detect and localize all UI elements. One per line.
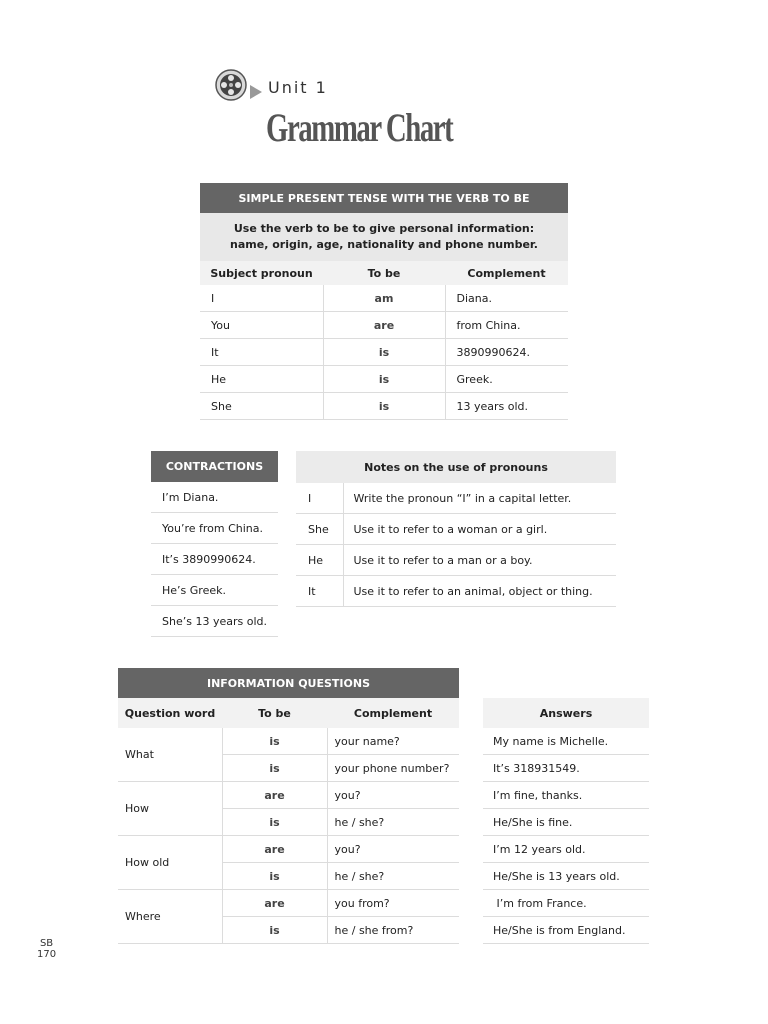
verb-cell: is	[222, 863, 327, 890]
column-header: Subject pronoun	[200, 261, 323, 285]
note-cell: Use it to refer to a woman or a girl.	[343, 514, 616, 545]
contraction-item: He’s Greek.	[151, 575, 278, 606]
to-be-table-description: Use the verb to be to give personal information: name, origin, age, nationality and phone number.	[200, 213, 568, 261]
pronoun-cell: She	[296, 514, 343, 545]
verb-cell: are	[222, 836, 327, 863]
column-header: Complement	[327, 698, 459, 728]
verb-cell: am	[323, 285, 445, 312]
verb-cell: is	[222, 809, 327, 836]
complement-cell: Greek.	[445, 366, 568, 393]
answer-item: I’m from France.	[483, 890, 649, 917]
column-header: To be	[222, 698, 327, 728]
complement-cell: he / she?	[327, 809, 459, 836]
to-be-table	[200, 183, 568, 420]
contraction-item: It’s 3890990624.	[151, 544, 278, 575]
table-row	[200, 366, 568, 393]
pronoun-notes-table	[296, 451, 616, 607]
subject-cell: It	[200, 339, 323, 366]
table-row	[200, 339, 568, 366]
to-be-table-title: SIMPLE PRESENT TENSE WITH THE VERB TO BE	[200, 183, 568, 213]
answer-item: My name is Michelle.	[483, 728, 649, 755]
subject-cell: You	[200, 312, 323, 339]
complement-cell: your name?	[327, 728, 459, 755]
complement-cell: he / she?	[327, 863, 459, 890]
note-cell: Write the pronoun “I” in a capital letter.	[343, 483, 616, 514]
pronoun-cell: He	[296, 545, 343, 576]
page-number-value: 170	[37, 949, 57, 960]
answer-item: He/She is from England.	[483, 917, 649, 944]
page-number-prefix: SB	[39, 938, 54, 949]
column-header: Question word	[118, 698, 222, 728]
complement-cell: your phone number?	[327, 755, 459, 782]
verb-cell: is	[222, 755, 327, 782]
table-row	[296, 545, 616, 576]
answers-header: Answers	[483, 698, 649, 728]
complement-cell: you?	[327, 836, 459, 863]
question-word-cell: How	[118, 782, 222, 836]
complement-cell: 13 years old.	[445, 393, 568, 420]
table-row	[296, 576, 616, 607]
complement-cell: from China.	[445, 312, 568, 339]
verb-cell: are	[323, 312, 445, 339]
verb-cell: is	[222, 728, 327, 755]
page-number	[37, 938, 56, 960]
column-header: Complement	[445, 261, 568, 285]
subject-cell: He	[200, 366, 323, 393]
pronoun-cell: I	[296, 483, 343, 514]
answer-item: He/She is 13 years old.	[483, 863, 649, 890]
verb-cell: is	[222, 917, 327, 944]
table-row	[118, 728, 459, 755]
information-questions-table	[118, 668, 459, 944]
question-word-cell: How old	[118, 836, 222, 890]
answer-item: I’m 12 years old.	[483, 836, 649, 863]
pronoun-cell: It	[296, 576, 343, 607]
unit-label: Unit 1	[268, 78, 328, 97]
complement-cell: you?	[327, 782, 459, 809]
answer-item: It’s 318931549.	[483, 755, 649, 782]
table-row	[118, 890, 459, 917]
question-word-cell: What	[118, 728, 222, 782]
pronoun-notes-title: Notes on the use of pronouns	[296, 451, 616, 483]
answers-table	[483, 698, 649, 944]
table-row	[118, 782, 459, 809]
verb-cell: is	[323, 366, 445, 393]
table-row	[200, 285, 568, 312]
table-row	[296, 483, 616, 514]
complement-cell: he / she from?	[327, 917, 459, 944]
contraction-item: You’re from China.	[151, 513, 278, 544]
answer-item: He/She is fine.	[483, 809, 649, 836]
table-row	[296, 514, 616, 545]
subject-cell: I	[200, 285, 323, 312]
complement-cell: Diana.	[445, 285, 568, 312]
information-questions-title: INFORMATION QUESTIONS	[118, 668, 459, 698]
verb-cell: is	[323, 393, 445, 420]
subject-cell: She	[200, 393, 323, 420]
column-header: To be	[323, 261, 445, 285]
table-row	[200, 393, 568, 420]
film-reel-icon	[215, 69, 247, 101]
question-word-cell: Where	[118, 890, 222, 944]
verb-cell: are	[222, 782, 327, 809]
complement-cell: you from?	[327, 890, 459, 917]
contraction-item: I’m Diana.	[151, 482, 278, 513]
answer-item: I’m fine, thanks.	[483, 782, 649, 809]
play-arrow-icon	[249, 84, 263, 100]
contractions-table	[151, 451, 278, 637]
verb-cell: is	[323, 339, 445, 366]
table-row	[118, 836, 459, 863]
contraction-item: She’s 13 years old.	[151, 606, 278, 637]
note-cell: Use it to refer to an animal, object or thing.	[343, 576, 616, 607]
page-title: Grammar Chart	[266, 105, 453, 150]
contractions-title: CONTRACTIONS	[151, 451, 278, 482]
complement-cell: 3890990624.	[445, 339, 568, 366]
verb-cell: are	[222, 890, 327, 917]
table-row	[200, 312, 568, 339]
note-cell: Use it to refer to a man or a boy.	[343, 545, 616, 576]
